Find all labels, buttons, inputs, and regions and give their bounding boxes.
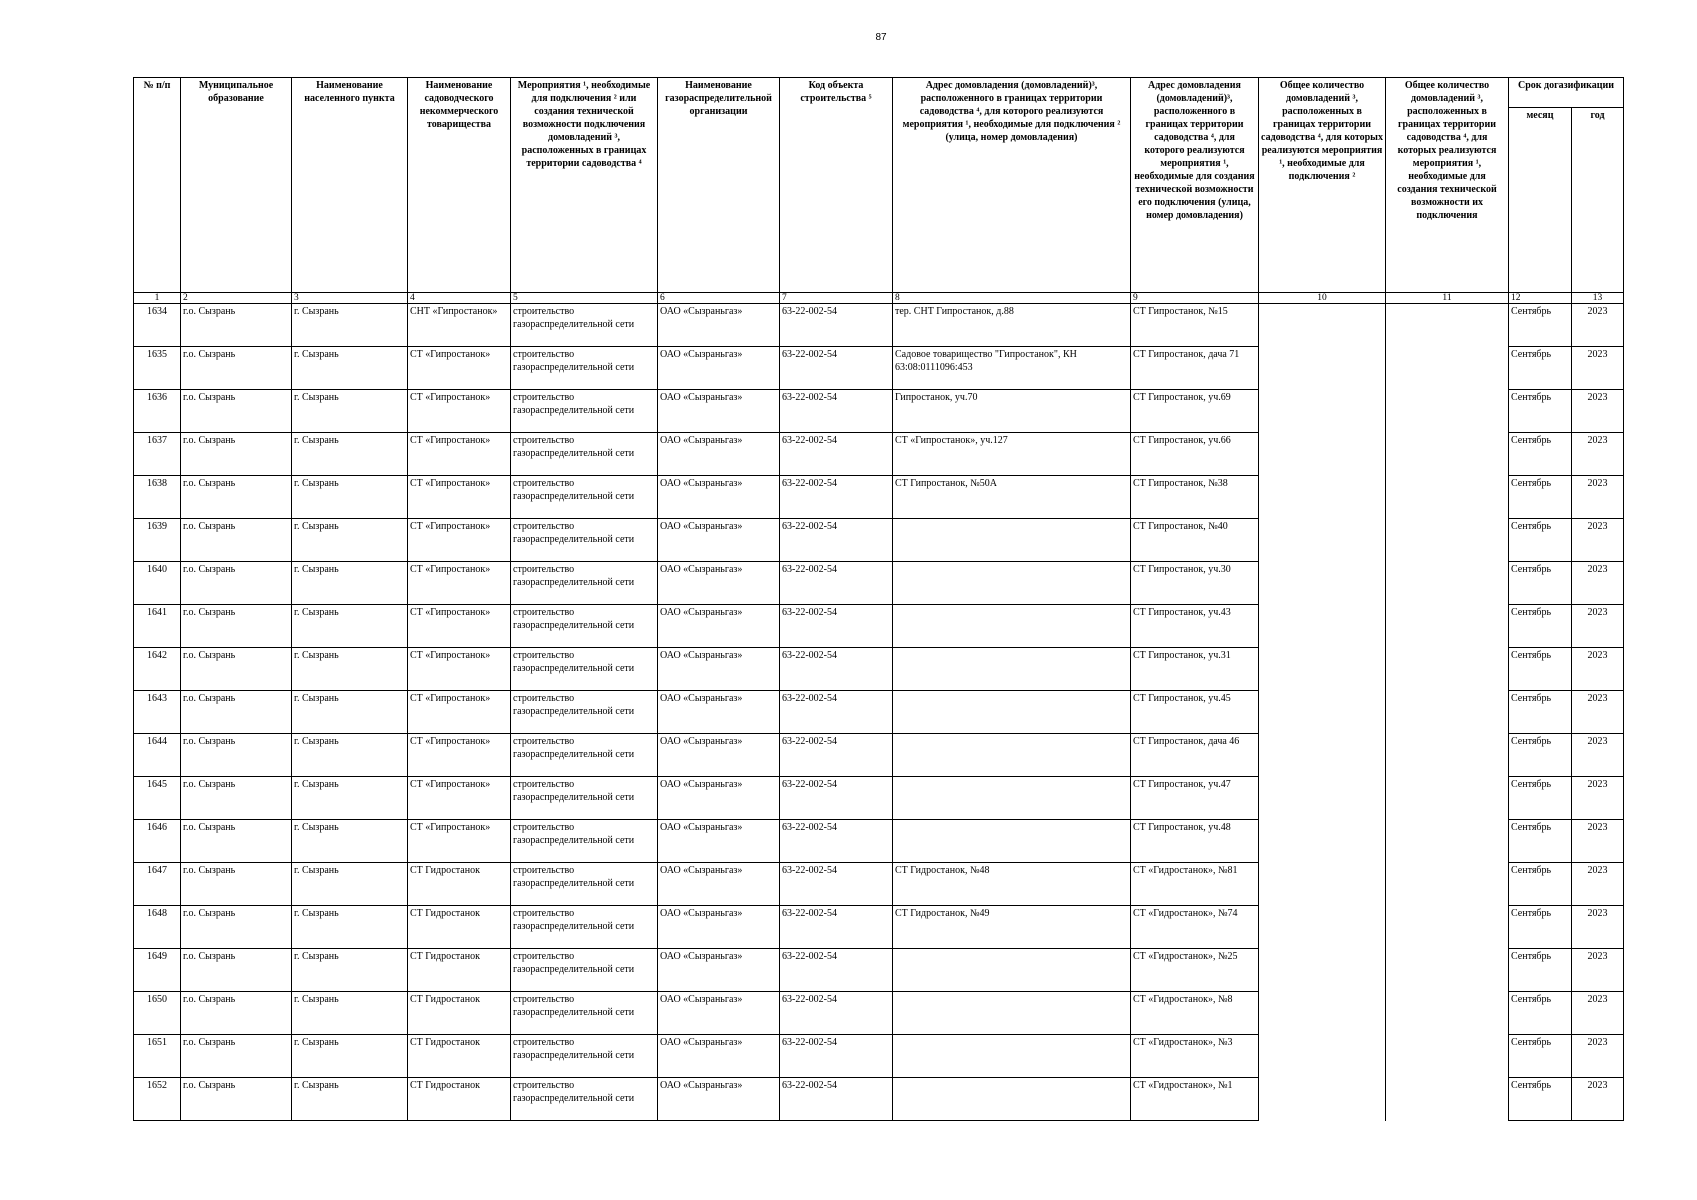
- header-count-connection: Общее количество домовладений ³, расположенных в границах территории садоводства ⁴, для которых реализуются мероприятия ¹, необходимые для подключения ²: [1259, 78, 1386, 293]
- count-technical-cell: [1386, 347, 1509, 390]
- gas-org-cell: ОАО «Сызраньгаз»: [658, 304, 780, 347]
- row-number: 1650: [134, 992, 181, 1035]
- month-cell: Сентябрь: [1509, 304, 1572, 347]
- month-cell: Сентябрь: [1509, 906, 1572, 949]
- snt-cell: СТ «Гипростанок»: [408, 648, 511, 691]
- header-gas-org: Наименование газораспределительной организации: [658, 78, 780, 293]
- address-technical-cell: СТ «Гидростанок», №3: [1131, 1035, 1259, 1078]
- gas-org-cell: ОАО «Сызраньгаз»: [658, 1035, 780, 1078]
- row-number: 1645: [134, 777, 181, 820]
- settlement-cell: г. Сызрань: [292, 562, 408, 605]
- gas-org-cell: ОАО «Сызраньгаз»: [658, 476, 780, 519]
- municipality-cell: г.о. Сызрань: [181, 476, 292, 519]
- address-technical-cell: СТ «Гидростанок», №1: [1131, 1078, 1259, 1121]
- municipality-cell: г.о. Сызрань: [181, 605, 292, 648]
- object-code-cell: 63-22-002-54: [780, 949, 893, 992]
- address-technical-cell: СТ «Гидростанок», №74: [1131, 906, 1259, 949]
- activity-cell: строительство газораспределительной сети: [511, 433, 658, 476]
- gas-org-cell: ОАО «Сызраньгаз»: [658, 433, 780, 476]
- gas-org-cell: ОАО «Сызраньгаз»: [658, 949, 780, 992]
- activity-cell: строительство газораспределительной сети: [511, 734, 658, 777]
- object-code-cell: 63-22-002-54: [780, 648, 893, 691]
- snt-cell: СТ «Гипростанок»: [408, 605, 511, 648]
- table-row: [134, 734, 1624, 777]
- object-code-cell: 63-22-002-54: [780, 519, 893, 562]
- address-connection-cell: [893, 777, 1131, 820]
- month-cell: Сентябрь: [1509, 347, 1572, 390]
- table-row: [134, 347, 1624, 390]
- gas-org-cell: ОАО «Сызраньгаз»: [658, 562, 780, 605]
- header-address-connection: Адрес домовладения (домовладений)³, расположенного в границах территории садоводства ⁴, для которого реализуются мероприятия ¹, необходимые для подключения ² (улица, номер домовладения): [893, 78, 1131, 293]
- col-number: 1: [134, 293, 181, 304]
- snt-cell: СТ «Гипростанок»: [408, 734, 511, 777]
- settlement-cell: г. Сызрань: [292, 949, 408, 992]
- address-technical-cell: СТ Гипростанок, №38: [1131, 476, 1259, 519]
- address-technical-cell: СТ Гипростанок, уч.31: [1131, 648, 1259, 691]
- activity-cell: строительство газораспределительной сети: [511, 648, 658, 691]
- settlement-cell: г. Сызрань: [292, 390, 408, 433]
- count-connection-cell: [1259, 992, 1386, 1035]
- row-number: 1642: [134, 648, 181, 691]
- count-technical-cell: [1386, 691, 1509, 734]
- address-technical-cell: СТ Гипростанок, уч.47: [1131, 777, 1259, 820]
- year-cell: 2023: [1572, 476, 1624, 519]
- address-technical-cell: СТ «Гидростанок», №81: [1131, 863, 1259, 906]
- address-technical-cell: СТ Гипростанок, уч.43: [1131, 605, 1259, 648]
- municipality-cell: г.о. Сызрань: [181, 820, 292, 863]
- year-cell: 2023: [1572, 605, 1624, 648]
- header-settlement: Наименование населенного пункта: [292, 78, 408, 293]
- count-connection-cell: [1259, 734, 1386, 777]
- count-connection-cell: [1259, 605, 1386, 648]
- table-row: [134, 476, 1624, 519]
- address-connection-cell: [893, 1078, 1131, 1121]
- settlement-cell: г. Сызрань: [292, 605, 408, 648]
- header-object-code: Код объекта строительства ⁵: [780, 78, 893, 293]
- count-connection-cell: [1259, 304, 1386, 347]
- address-connection-cell: тер. СНТ Гипростанок, д.88: [893, 304, 1131, 347]
- header-municipality: Муниципальное образование: [181, 78, 292, 293]
- month-cell: Сентябрь: [1509, 992, 1572, 1035]
- count-technical-cell: [1386, 476, 1509, 519]
- month-cell: Сентябрь: [1509, 605, 1572, 648]
- row-number: 1636: [134, 390, 181, 433]
- snt-cell: СНТ «Гипростанок»: [408, 304, 511, 347]
- count-connection-cell: [1259, 433, 1386, 476]
- count-technical-cell: [1386, 777, 1509, 820]
- year-cell: 2023: [1572, 433, 1624, 476]
- activity-cell: строительство газораспределительной сети: [511, 691, 658, 734]
- snt-cell: СТ «Гипростанок»: [408, 519, 511, 562]
- gas-org-cell: ОАО «Сызраньгаз»: [658, 820, 780, 863]
- row-number: 1640: [134, 562, 181, 605]
- gas-org-cell: ОАО «Сызраньгаз»: [658, 863, 780, 906]
- gas-org-cell: ОАО «Сызраньгаз»: [658, 347, 780, 390]
- address-connection-cell: Садовое товарищество "Гипростанок", КН 63:08:0111096:453: [893, 347, 1131, 390]
- count-connection-cell: [1259, 476, 1386, 519]
- snt-cell: СТ Гидростанок: [408, 906, 511, 949]
- year-cell: 2023: [1572, 648, 1624, 691]
- month-cell: Сентябрь: [1509, 1078, 1572, 1121]
- month-cell: Сентябрь: [1509, 562, 1572, 605]
- address-connection-cell: [893, 691, 1131, 734]
- row-number: 1635: [134, 347, 181, 390]
- address-technical-cell: СТ Гипростанок, №40: [1131, 519, 1259, 562]
- count-technical-cell: [1386, 734, 1509, 777]
- settlement-cell: г. Сызрань: [292, 304, 408, 347]
- table-row: [134, 1035, 1624, 1078]
- municipality-cell: г.о. Сызрань: [181, 949, 292, 992]
- col-number: 11: [1386, 293, 1509, 304]
- col-number: 6: [658, 293, 780, 304]
- col-number: 13: [1572, 293, 1624, 304]
- header-snt: Наименование садоводческого некоммерческого товарищества: [408, 78, 511, 293]
- count-technical-cell: [1386, 562, 1509, 605]
- snt-cell: СТ «Гипростанок»: [408, 777, 511, 820]
- snt-cell: СТ «Гипростанок»: [408, 347, 511, 390]
- address-technical-cell: СТ Гипростанок, уч.48: [1131, 820, 1259, 863]
- address-technical-cell: СТ Гипростанок, уч.66: [1131, 433, 1259, 476]
- month-cell: Сентябрь: [1509, 1035, 1572, 1078]
- address-connection-cell: СТ Гидростанок, №49: [893, 906, 1131, 949]
- object-code-cell: 63-22-002-54: [780, 433, 893, 476]
- table-row: [134, 992, 1624, 1035]
- municipality-cell: г.о. Сызрань: [181, 648, 292, 691]
- col-number: 3: [292, 293, 408, 304]
- address-connection-cell: [893, 992, 1131, 1035]
- settlement-cell: г. Сызрань: [292, 691, 408, 734]
- activity-cell: строительство газораспределительной сети: [511, 347, 658, 390]
- row-number: 1646: [134, 820, 181, 863]
- row-number: 1637: [134, 433, 181, 476]
- table-row: [134, 605, 1624, 648]
- address-connection-cell: [893, 820, 1131, 863]
- object-code-cell: 63-22-002-54: [780, 820, 893, 863]
- snt-cell: СТ «Гипростанок»: [408, 433, 511, 476]
- activity-cell: строительство газораспределительной сети: [511, 820, 658, 863]
- address-technical-cell: СТ Гипростанок, уч.45: [1131, 691, 1259, 734]
- settlement-cell: г. Сызрань: [292, 648, 408, 691]
- address-connection-cell: СТ «Гипростанок», уч.127: [893, 433, 1131, 476]
- page-number: 87: [875, 32, 887, 43]
- gas-org-cell: ОАО «Сызраньгаз»: [658, 691, 780, 734]
- activity-cell: строительство газораспределительной сети: [511, 863, 658, 906]
- settlement-cell: г. Сызрань: [292, 734, 408, 777]
- count-technical-cell: [1386, 519, 1509, 562]
- settlement-cell: г. Сызрань: [292, 992, 408, 1035]
- gas-org-cell: ОАО «Сызраньгаз»: [658, 992, 780, 1035]
- activity-cell: строительство газораспределительной сети: [511, 777, 658, 820]
- table-row: [134, 519, 1624, 562]
- col-number: 2: [181, 293, 292, 304]
- object-code-cell: 63-22-002-54: [780, 476, 893, 519]
- object-code-cell: 63-22-002-54: [780, 777, 893, 820]
- municipality-cell: г.о. Сызрань: [181, 1035, 292, 1078]
- municipality-cell: г.о. Сызрань: [181, 777, 292, 820]
- count-technical-cell: [1386, 648, 1509, 691]
- count-connection-cell: [1259, 1035, 1386, 1078]
- municipality-cell: г.о. Сызрань: [181, 1078, 292, 1121]
- snt-cell: СТ «Гипростанок»: [408, 390, 511, 433]
- year-cell: 2023: [1572, 777, 1624, 820]
- count-technical-cell: [1386, 1078, 1509, 1121]
- row-number: 1644: [134, 734, 181, 777]
- activity-cell: строительство газораспределительной сети: [511, 906, 658, 949]
- row-number: 1638: [134, 476, 181, 519]
- gas-org-cell: ОАО «Сызраньгаз»: [658, 1078, 780, 1121]
- gas-org-cell: ОАО «Сызраньгаз»: [658, 906, 780, 949]
- year-cell: 2023: [1572, 691, 1624, 734]
- table-row: [134, 691, 1624, 734]
- table-row: [134, 820, 1624, 863]
- activity-cell: строительство газораспределительной сети: [511, 1035, 658, 1078]
- count-connection-cell: [1259, 562, 1386, 605]
- table-row: [134, 390, 1624, 433]
- activity-cell: строительство газораспределительной сети: [511, 562, 658, 605]
- row-number: 1651: [134, 1035, 181, 1078]
- settlement-cell: г. Сызрань: [292, 777, 408, 820]
- address-connection-cell: [893, 949, 1131, 992]
- municipality-cell: г.о. Сызрань: [181, 519, 292, 562]
- count-connection-cell: [1259, 390, 1386, 433]
- count-technical-cell: [1386, 1035, 1509, 1078]
- address-connection-cell: [893, 648, 1131, 691]
- municipality-cell: г.о. Сызрань: [181, 863, 292, 906]
- settlement-cell: г. Сызрань: [292, 906, 408, 949]
- month-cell: Сентябрь: [1509, 519, 1572, 562]
- activity-cell: строительство газораспределительной сети: [511, 304, 658, 347]
- address-technical-cell: СТ Гипростанок, №15: [1131, 304, 1259, 347]
- activity-cell: строительство газораспределительной сети: [511, 949, 658, 992]
- address-connection-cell: [893, 562, 1131, 605]
- object-code-cell: 63-22-002-54: [780, 1035, 893, 1078]
- header-month: месяц: [1509, 108, 1572, 293]
- year-cell: 2023: [1572, 390, 1624, 433]
- year-cell: 2023: [1572, 347, 1624, 390]
- registry-table: [133, 77, 1624, 1121]
- row-number: 1639: [134, 519, 181, 562]
- settlement-cell: г. Сызрань: [292, 347, 408, 390]
- municipality-cell: г.о. Сызрань: [181, 992, 292, 1035]
- object-code-cell: 63-22-002-54: [780, 605, 893, 648]
- count-connection-cell: [1259, 906, 1386, 949]
- month-cell: Сентябрь: [1509, 863, 1572, 906]
- month-cell: Сентябрь: [1509, 691, 1572, 734]
- municipality-cell: г.о. Сызрань: [181, 390, 292, 433]
- snt-cell: СТ «Гипростанок»: [408, 562, 511, 605]
- object-code-cell: 63-22-002-54: [780, 992, 893, 1035]
- count-technical-cell: [1386, 906, 1509, 949]
- object-code-cell: 63-22-002-54: [780, 390, 893, 433]
- header-count-technical: Общее количество домовладений ³, расположенных в границах территории садоводства ⁴, для которых реализуются мероприятия ¹, необходимые для создания технической возможности их подключения: [1386, 78, 1509, 293]
- month-cell: Сентябрь: [1509, 734, 1572, 777]
- row-number: 1641: [134, 605, 181, 648]
- year-cell: 2023: [1572, 949, 1624, 992]
- table-row: [134, 863, 1624, 906]
- month-cell: Сентябрь: [1509, 820, 1572, 863]
- gas-org-cell: ОАО «Сызраньгаз»: [658, 648, 780, 691]
- address-connection-cell: СТ Гидростанок, №48: [893, 863, 1131, 906]
- address-connection-cell: [893, 1035, 1131, 1078]
- object-code-cell: 63-22-002-54: [780, 691, 893, 734]
- year-cell: 2023: [1572, 1035, 1624, 1078]
- address-connection-cell: [893, 519, 1131, 562]
- year-cell: 2023: [1572, 863, 1624, 906]
- year-cell: 2023: [1572, 820, 1624, 863]
- settlement-cell: г. Сызрань: [292, 433, 408, 476]
- municipality-cell: г.о. Сызрань: [181, 691, 292, 734]
- activity-cell: строительство газораспределительной сети: [511, 992, 658, 1035]
- year-cell: 2023: [1572, 304, 1624, 347]
- count-technical-cell: [1386, 863, 1509, 906]
- address-technical-cell: СТ Гипростанок, дача 46: [1131, 734, 1259, 777]
- row-number: 1652: [134, 1078, 181, 1121]
- count-connection-cell: [1259, 691, 1386, 734]
- activity-cell: строительство газораспределительной сети: [511, 476, 658, 519]
- header-deadline: Срок догазификации: [1509, 78, 1624, 108]
- settlement-cell: г. Сызрань: [292, 1078, 408, 1121]
- row-number: 1634: [134, 304, 181, 347]
- snt-cell: СТ Гидростанок: [408, 863, 511, 906]
- snt-cell: СТ «Гипростанок»: [408, 691, 511, 734]
- snt-cell: СТ Гидростанок: [408, 1035, 511, 1078]
- count-connection-cell: [1259, 347, 1386, 390]
- month-cell: Сентябрь: [1509, 949, 1572, 992]
- municipality-cell: г.о. Сызрань: [181, 562, 292, 605]
- count-technical-cell: [1386, 949, 1509, 992]
- col-number: 9: [1131, 293, 1259, 304]
- table-row: [134, 906, 1624, 949]
- municipality-cell: г.о. Сызрань: [181, 347, 292, 390]
- table-row: [134, 949, 1624, 992]
- col-number: 7: [780, 293, 893, 304]
- count-connection-cell: [1259, 949, 1386, 992]
- municipality-cell: г.о. Сызрань: [181, 734, 292, 777]
- header-activities: Мероприятия ¹, необходимые для подключения ² или создания технической возможности подключения домовладений ³, расположенных в границах территории садоводства ⁴: [511, 78, 658, 293]
- snt-cell: СТ Гидростанок: [408, 992, 511, 1035]
- municipality-cell: г.о. Сызрань: [181, 304, 292, 347]
- count-connection-cell: [1259, 1078, 1386, 1121]
- snt-cell: СТ «Гипростанок»: [408, 476, 511, 519]
- table-row: [134, 433, 1624, 476]
- month-cell: Сентябрь: [1509, 390, 1572, 433]
- settlement-cell: г. Сызрань: [292, 519, 408, 562]
- month-cell: Сентябрь: [1509, 433, 1572, 476]
- object-code-cell: 63-22-002-54: [780, 347, 893, 390]
- address-technical-cell: СТ «Гидростанок», №8: [1131, 992, 1259, 1035]
- address-technical-cell: СТ Гипростанок, уч.69: [1131, 390, 1259, 433]
- object-code-cell: 63-22-002-54: [780, 1078, 893, 1121]
- count-technical-cell: [1386, 390, 1509, 433]
- address-connection-cell: [893, 734, 1131, 777]
- row-number: 1647: [134, 863, 181, 906]
- gas-org-cell: ОАО «Сызраньгаз»: [658, 605, 780, 648]
- snt-cell: СТ Гидростанок: [408, 1078, 511, 1121]
- settlement-cell: г. Сызрань: [292, 820, 408, 863]
- col-number: 10: [1259, 293, 1386, 304]
- month-cell: Сентябрь: [1509, 777, 1572, 820]
- snt-cell: СТ «Гипростанок»: [408, 820, 511, 863]
- count-technical-cell: [1386, 304, 1509, 347]
- count-technical-cell: [1386, 433, 1509, 476]
- address-connection-cell: Гипростанок, уч.70: [893, 390, 1131, 433]
- object-code-cell: 63-22-002-54: [780, 863, 893, 906]
- header-num: № п/п: [134, 78, 181, 293]
- count-connection-cell: [1259, 863, 1386, 906]
- table-row: [134, 1078, 1624, 1121]
- count-technical-cell: [1386, 605, 1509, 648]
- address-technical-cell: СТ Гипростанок, дача 71: [1131, 347, 1259, 390]
- table-row: [134, 304, 1624, 347]
- col-number: 5: [511, 293, 658, 304]
- address-connection-cell: [893, 605, 1131, 648]
- row-number: 1648: [134, 906, 181, 949]
- year-cell: 2023: [1572, 562, 1624, 605]
- year-cell: 2023: [1572, 992, 1624, 1035]
- table-row: [134, 777, 1624, 820]
- year-cell: 2023: [1572, 519, 1624, 562]
- col-number: 8: [893, 293, 1131, 304]
- gas-org-cell: ОАО «Сызраньгаз»: [658, 390, 780, 433]
- table-row: [134, 562, 1624, 605]
- object-code-cell: 63-22-002-54: [780, 906, 893, 949]
- row-number: 1643: [134, 691, 181, 734]
- activity-cell: строительство газораспределительной сети: [511, 1078, 658, 1121]
- snt-cell: СТ Гидростанок: [408, 949, 511, 992]
- settlement-cell: г. Сызрань: [292, 476, 408, 519]
- year-cell: 2023: [1572, 1078, 1624, 1121]
- row-number: 1649: [134, 949, 181, 992]
- activity-cell: строительство газораспределительной сети: [511, 390, 658, 433]
- month-cell: Сентябрь: [1509, 476, 1572, 519]
- object-code-cell: 63-22-002-54: [780, 734, 893, 777]
- activity-cell: строительство газораспределительной сети: [511, 519, 658, 562]
- settlement-cell: г. Сызрань: [292, 863, 408, 906]
- address-technical-cell: СТ Гипростанок, уч.30: [1131, 562, 1259, 605]
- address-connection-cell: СТ Гипростанок, №50А: [893, 476, 1131, 519]
- month-cell: Сентябрь: [1509, 648, 1572, 691]
- header-address-technical: Адрес домовладения (домовладений)³, расположенного в границах территории садоводства ⁴, для которого реализуются мероприятия ¹, необходимые для создания технической возможности его подключения (улица, номер домовладения): [1131, 78, 1259, 293]
- address-technical-cell: СТ «Гидростанок», №25: [1131, 949, 1259, 992]
- header-year: год: [1572, 108, 1624, 293]
- count-technical-cell: [1386, 992, 1509, 1035]
- gas-org-cell: ОАО «Сызраньгаз»: [658, 519, 780, 562]
- count-connection-cell: [1259, 519, 1386, 562]
- object-code-cell: 63-22-002-54: [780, 562, 893, 605]
- table-row: [134, 648, 1624, 691]
- settlement-cell: г. Сызрань: [292, 1035, 408, 1078]
- count-technical-cell: [1386, 820, 1509, 863]
- municipality-cell: г.о. Сызрань: [181, 906, 292, 949]
- gas-org-cell: ОАО «Сызраньгаз»: [658, 777, 780, 820]
- column-number-row: [134, 293, 1624, 304]
- object-code-cell: 63-22-002-54: [780, 304, 893, 347]
- year-cell: 2023: [1572, 906, 1624, 949]
- col-number: 12: [1509, 293, 1572, 304]
- count-connection-cell: [1259, 648, 1386, 691]
- col-number: 4: [408, 293, 511, 304]
- count-connection-cell: [1259, 820, 1386, 863]
- municipality-cell: г.о. Сызрань: [181, 433, 292, 476]
- activity-cell: строительство газораспределительной сети: [511, 605, 658, 648]
- gas-org-cell: ОАО «Сызраньгаз»: [658, 734, 780, 777]
- year-cell: 2023: [1572, 734, 1624, 777]
- count-connection-cell: [1259, 777, 1386, 820]
